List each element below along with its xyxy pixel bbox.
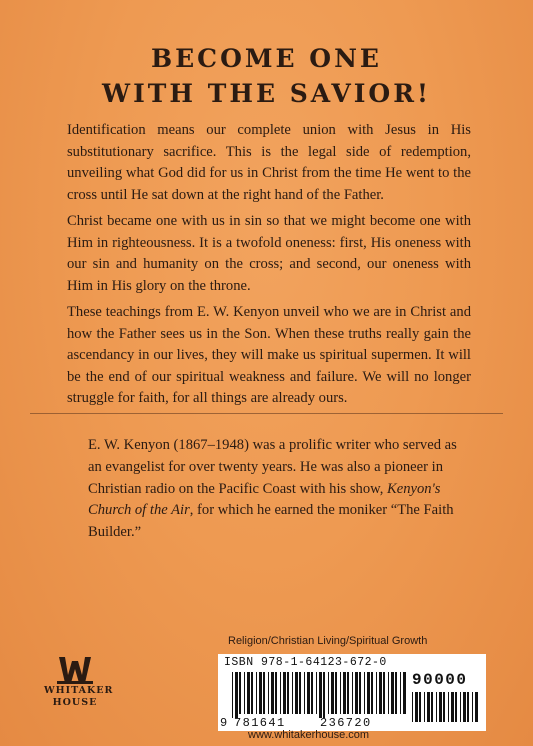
barcode-icon — [232, 672, 406, 718]
blurb-paragraph-1: Identification means our complete union with Jesus in His substitutionary sacrifice. This is the legal side of redemption, unveiling what God did for us in Christ from the time He went to the cross until He sat down at the right hand of the Father. — [67, 122, 471, 203]
publisher-name-line-1: WHITAKER — [44, 685, 114, 696]
whitaker-house-logo-icon — [57, 655, 93, 685]
author-bio-text: E. W. Kenyon (1867–1948) was a prolific writer who served as an evangelist for over twenty years. He was also a pioneer in Christian radio on the Pacific Coast with his show, — [88, 437, 457, 497]
blurb-paragraph-3: These teachings from E. W. Kenyon unveil who we are in Christ and how the Father sees us in the Son. When these truths really gain the ascendancy in our lives, they will make us spiritual supermen. It will be the end of our spiritual weakness and failure. We will no longer struggle for faith, for all things are already ours. — [67, 304, 471, 406]
section-divider — [30, 413, 503, 414]
radio-show-title: Kenyon's Church of the Air — [88, 480, 441, 519]
addon-barcode-icon — [412, 692, 478, 722]
blurb-paragraph-2: Christ became one with us in sin so that we might become one with Him in righteousness. It is a twofold oneness: first, His oneness with our sin and humanity on the cross; and second, our oneness with Him in His glory on the throne. — [67, 213, 471, 294]
barcode-box — [218, 654, 486, 731]
author-bio-text-end: , for which he earned the moniker “The Faith Builder.” — [88, 502, 454, 541]
price-code: 90000 — [412, 671, 468, 689]
barcode-digit-group-2: 236720 — [320, 716, 372, 730]
category-label: Religion/Christian Living/Spiritual Growth — [228, 635, 428, 647]
isbn-label: ISBN 978-1-64123-672-0 — [224, 656, 387, 669]
publisher-logo — [44, 655, 114, 709]
author-bio — [88, 435, 458, 544]
publisher-name-line-2: HOUSE — [52, 697, 98, 708]
headline-line-2: WITH THE SAVIOR! — [102, 79, 431, 108]
headline-line-1: BECOME ONE — [151, 44, 382, 73]
barcode-lead-digit: 9 — [220, 716, 229, 730]
barcode-digit-group-1: 781641 — [234, 716, 286, 730]
publisher-website: www.whitakerhouse.com — [248, 729, 370, 741]
